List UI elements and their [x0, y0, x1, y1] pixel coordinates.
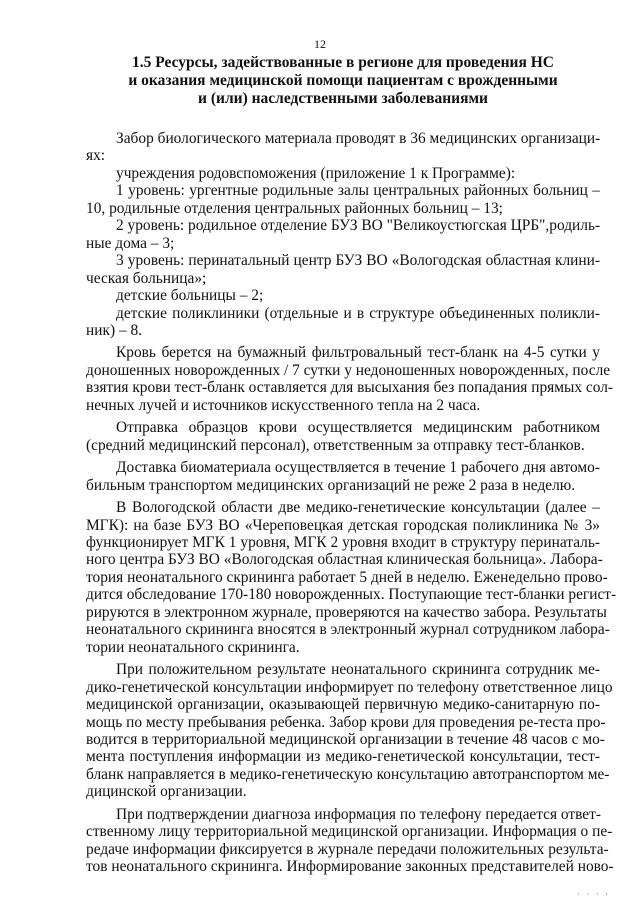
body-line: ях: — [86, 147, 106, 165]
body-text — [86, 130, 617, 876]
body-line: бланк направляется в медико-генетическую консультацию автотранспортом ме- — [86, 765, 610, 783]
body-line: водится в территориальной медицинской организации в течение 48 часов с мо- — [86, 730, 605, 748]
body-line: рируются в электронном журнале, проверяются на качество забора. Результаты — [86, 603, 607, 621]
body-line: нечных лучей и источников искусственного тепла на 2 часа. — [86, 396, 481, 414]
body-line: ного центра БУЗ ВО «Вологодская областная клиническая больница». Лабора- — [86, 551, 603, 569]
body-line: В Вологодской области две медико-генетические консультации (далее – — [116, 499, 600, 517]
body-line: ственному лицу территориальной медицинской организации. Информация о пе- — [86, 823, 613, 841]
section-heading-line: и (или) наследственными заболеваниями — [198, 90, 488, 107]
body-line: дицинской организации. — [86, 783, 247, 801]
body-line: бильным транспортом медицинских организаций не реже 2 раза в неделю. — [86, 476, 576, 494]
body-line: При подтверждении диагноза информация по телефону передается ответ- — [116, 805, 601, 823]
body-line: Отправка образцов крови осуществляется медицинским работником — [116, 419, 600, 437]
scan-mark: · · · · — [577, 889, 610, 899]
body-line: функционирует МГК 1 уровня, МГК 2 уровня входит в структуру перинаталь- — [86, 533, 600, 551]
body-line: 3 уровень: перинатальный центр БУЗ ВО «Вологодская областная клини- — [116, 252, 600, 270]
body-line: 1 уровень: ургентные родильные залы центральных районных больниц – — [116, 182, 600, 200]
body-line: доношенных новорожденных / 7 сутки у недоношенных новорожденных, после — [86, 361, 611, 379]
body-line: 10, родильные отделения центральных районных больниц – 13; — [86, 199, 503, 217]
body-line: детские больницы – 2; — [116, 287, 264, 305]
body-line: дико-генетической консультации информирует по телефону ответственное лицо — [86, 678, 613, 696]
body-line: мощь по месту пребывания ребенка. Забор крови для проведения ре-теста про- — [86, 713, 606, 731]
body-line: Доставка биоматериала осуществляется в течение 1 рабочего дня автомо- — [116, 459, 600, 477]
body-line: тории неонатального скрининга. — [86, 638, 300, 656]
body-line: детские поликлиники (отдельные и в структуре объединенных поликли- — [116, 304, 600, 322]
section-heading-line: 1.5 Ресурсы, задействованные в регионе для проведения НС — [132, 54, 554, 71]
body-line: ческая больница»; — [86, 269, 207, 287]
body-line: 2 уровень: родильное отделение БУЗ ВО "Великоустюгская ЦРБ",родиль- — [116, 217, 601, 235]
body-line: (средний медицинский персонал), ответственным за отправку тест-бланков. — [86, 436, 585, 454]
body-line: медицинской организации, оказывающей первичную медико-санитарную по- — [86, 696, 600, 714]
body-line: При положительном результате неонатального скрининга сотрудник ме- — [116, 661, 600, 679]
body-line: тория неонатального скрининга работает 5 дней в неделю. Еженедельно прово- — [86, 568, 608, 586]
body-line: Кровь берется на бумажный фильтровальный тест-бланк на 4-5 сутки у — [116, 344, 600, 362]
section-heading-line: и оказания медицинской помощи пациентам с врожденными — [128, 72, 558, 89]
body-line: Забор биологического материала проводят в 36 медицинских организаци- — [116, 130, 601, 147]
body-line: учреждения родовспоможения (приложение 1 к Программе): — [116, 164, 516, 182]
body-line: редаче информации фиксируется в журнале передачи положительных результа- — [86, 840, 609, 858]
section-heading — [86, 54, 600, 108]
body-line: ник) – 8. — [86, 321, 143, 339]
body-line: МГК): на базе БУЗ ВО «Череповецкая детская городская поликлиника № 3» — [86, 516, 600, 534]
body-line: ные дома – 3; — [86, 234, 175, 252]
body-line: мента поступления информации из медико-генетической консультации, тест- — [86, 748, 600, 766]
body-line: тов неонатального скрининга. Информирование законных представителей ново- — [86, 858, 614, 876]
body-line: взятия крови тест-бланк оставляется для высыхания без попадания прямых сол- — [86, 379, 613, 397]
body-line: неонатального скрининга вносятся в электронный журнал сотрудником лабора- — [86, 621, 610, 639]
page-number: 12 — [314, 37, 326, 51]
body-line: дится обследование 170-180 новорожденных. Поступающие тест-бланки регист- — [86, 586, 617, 604]
